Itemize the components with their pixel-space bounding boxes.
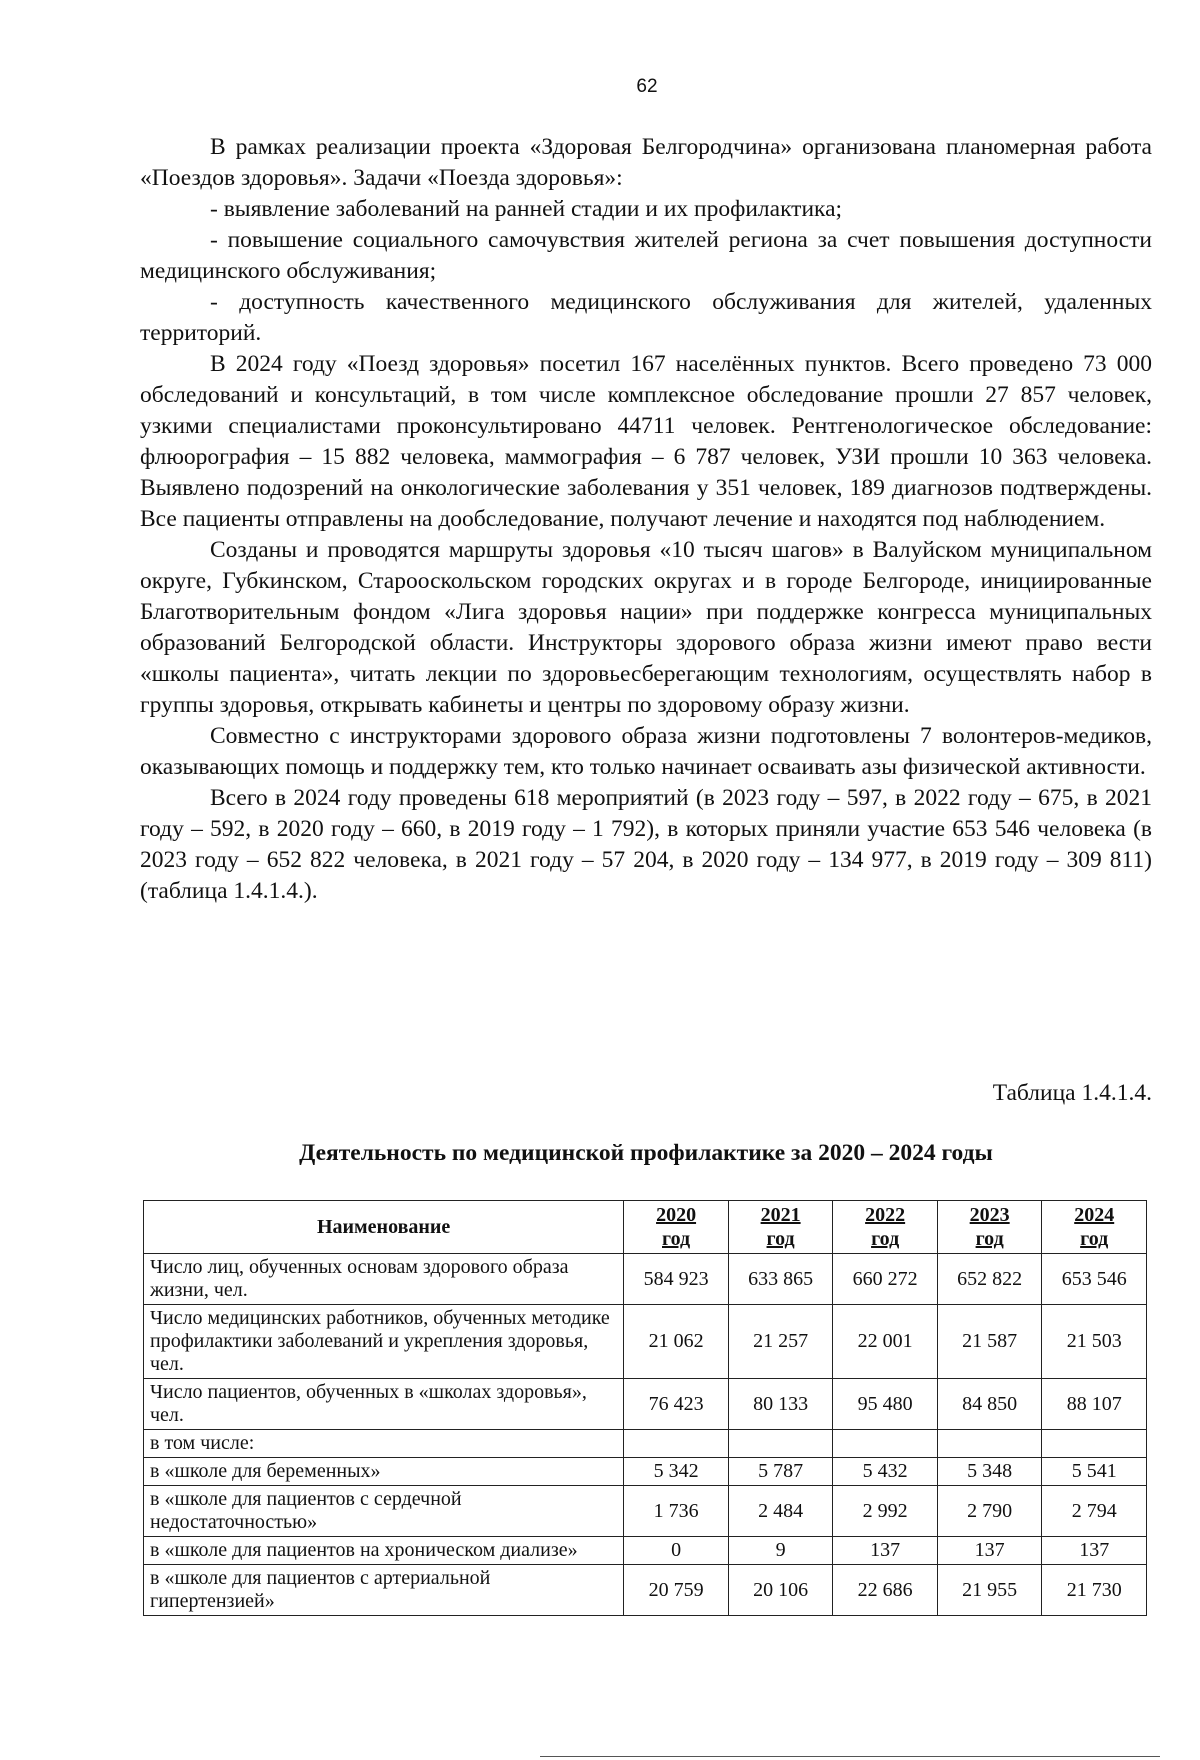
column-header-year — [624, 1201, 729, 1254]
table-cell: 95 480 — [833, 1379, 938, 1430]
table-cell: 660 272 — [833, 1254, 938, 1305]
column-header-name: Наименование — [144, 1201, 624, 1254]
year-unit: год — [766, 1228, 795, 1250]
table-cell: 1 736 — [624, 1486, 729, 1537]
table-cell: 21 955 — [937, 1565, 1042, 1616]
paragraph: Созданы и проводятся маршруты здоровья «10 тысяч шагов» в Валуйском муниципальном округе, Губкинском, Старооскольском городских округах и в городе Белгороде, инициированные Благотворительным фондом «Лига здоровья нации» при поддержке конгресса муниципальных образований Белгородской области. Инструкторы здорового образа жизни имеют право вести «школы пациента», читать лекции по здоровьесберегающим технологиям, осуществлять набор в группы здоровья, открывать кабинеты и центры по здоровому образу жизни. — [140, 537, 1152, 718]
table-cell: 2 790 — [937, 1486, 1042, 1537]
table-cell: 653 546 — [1042, 1254, 1147, 1305]
table-cell: 21 730 — [1042, 1565, 1147, 1616]
year-unit: год — [1080, 1228, 1109, 1250]
body-text — [140, 132, 1152, 907]
row-name: в «школе для пациентов на хроническом диализе» — [144, 1537, 624, 1565]
table-cell: 88 107 — [1042, 1379, 1147, 1430]
table-cell: 137 — [1042, 1537, 1147, 1565]
table-cell: 2 992 — [833, 1486, 938, 1537]
table-cell: 21 587 — [937, 1305, 1042, 1379]
footer-divider — [540, 1756, 1160, 1757]
paragraph: В 2024 году «Поезд здоровья» посетил 167 населённых пунктов. Всего проведено 73 000 обследований и консультаций, в том числе комплексное обследование прошли 27 857 человек, узкими специалистами проконсультировано 44711 человек. Рентгенологическое обследование: флюорография – 15 882 человека, маммография – 6 787 человек, УЗИ прошли 10 363 человека. Выявлено подозрений на онкологические заболевания у 351 человек, 189 диагнозов подтверждены. Все пациенты отправлены на дообследование, получают лечение и находятся под наблюдением. — [140, 351, 1152, 532]
row-name: Число пациентов, обученных в «школах здоровья», чел. — [144, 1379, 624, 1430]
bullet-item: - выявление заболеваний на ранней стадии и их профилактика; — [210, 196, 843, 222]
row-name: Число лиц, обученных основам здорового образа жизни, чел. — [144, 1254, 624, 1305]
table-row — [144, 1537, 1147, 1565]
row-name: Число медицинских работников, обученных методике профилактики заболеваний и укрепления здоровья, чел. — [144, 1305, 624, 1379]
table-cell: 5 787 — [728, 1458, 833, 1486]
table-row — [144, 1305, 1147, 1379]
table-row — [144, 1486, 1147, 1537]
table-row — [144, 1458, 1147, 1486]
table-cell: 21 062 — [624, 1305, 729, 1379]
table-cell: 5 432 — [833, 1458, 938, 1486]
bullet-item: - доступность качественного медицинского обслуживания для жителей, удаленных территорий. — [140, 289, 1152, 346]
year-unit: год — [871, 1228, 900, 1250]
table-title: Деятельность по медицинской профилактике за 2020 – 2024 годы — [299, 1140, 993, 1166]
year-label: 2021 — [760, 1204, 801, 1226]
column-header-year — [833, 1201, 938, 1254]
table-row — [144, 1379, 1147, 1430]
table-cell: 137 — [833, 1537, 938, 1565]
bullet-item: - повышение социального самочувствия жителей региона за счет повышения доступности медицинского обслуживания; — [140, 227, 1152, 284]
table-cell — [1042, 1430, 1147, 1458]
year-unit: год — [975, 1228, 1004, 1250]
table-cell: 9 — [728, 1537, 833, 1565]
table-row — [144, 1254, 1147, 1305]
table-cell: 21 503 — [1042, 1305, 1147, 1379]
year-label: 2023 — [969, 1204, 1010, 1226]
table-cell: 80 133 — [728, 1379, 833, 1430]
row-name: в том числе: — [144, 1430, 624, 1458]
table-cell — [833, 1430, 938, 1458]
table-cell — [624, 1430, 729, 1458]
row-name: в «школе для беременных» — [144, 1458, 624, 1486]
table-cell: 633 865 — [728, 1254, 833, 1305]
prevention-activity-table — [143, 1200, 1147, 1616]
table-cell: 20 759 — [624, 1565, 729, 1616]
column-header-year — [937, 1201, 1042, 1254]
table-cell: 2 794 — [1042, 1486, 1147, 1537]
year-label: 2024 — [1074, 1204, 1115, 1226]
table-cell: 652 822 — [937, 1254, 1042, 1305]
table-cell: 21 257 — [728, 1305, 833, 1379]
paragraph: Совместно с инструкторами здорового образа жизни подготовлены 7 волонтеров-медиков, оказывающих помощь и поддержку тем, кто только начинает осваивать азы физической активности. — [140, 723, 1152, 780]
year-label: 2020 — [656, 1204, 697, 1226]
table-cell: 137 — [937, 1537, 1042, 1565]
table-header-row — [144, 1201, 1147, 1254]
paragraph: Всего в 2024 году проведены 618 мероприятий (в 2023 году – 597, в 2022 году – 675, в 2021 году – 592, в 2020 году – 660, в 2019 году – 1 792), в которых приняли участие 653 546 человека (в 2023 году – 652 822 человека, в 2021 году – 57 204, в 2020 году – 134 977, в 2019 году – 309 811) (таблица 1.4.1.4.). — [140, 785, 1152, 904]
table-cell — [937, 1430, 1042, 1458]
page-number: 62 — [636, 76, 658, 97]
year-label: 2022 — [865, 1204, 906, 1226]
year-unit: год — [662, 1228, 691, 1250]
table-cell: 5 541 — [1042, 1458, 1147, 1486]
column-header-year — [728, 1201, 833, 1254]
table-cell: 20 106 — [728, 1565, 833, 1616]
table-cell: 0 — [624, 1537, 729, 1565]
table-cell — [728, 1430, 833, 1458]
table-cell: 5 342 — [624, 1458, 729, 1486]
table-cell: 2 484 — [728, 1486, 833, 1537]
table-cell: 84 850 — [937, 1379, 1042, 1430]
row-name: в «школе для пациентов с сердечной недостаточностью» — [144, 1486, 624, 1537]
table-cell: 5 348 — [937, 1458, 1042, 1486]
table-cell: 584 923 — [624, 1254, 729, 1305]
table-row — [144, 1430, 1147, 1458]
paragraph: В рамках реализации проекта «Здоровая Белгородчина» организована планомерная работа «Поездов здоровья». Задачи «Поезда здоровья»: — [140, 134, 1152, 191]
row-name: в «школе для пациентов с артериальной гипертензией» — [144, 1565, 624, 1616]
table-cell: 76 423 — [624, 1379, 729, 1430]
column-header-year — [1042, 1201, 1147, 1254]
table-cell: 22 686 — [833, 1565, 938, 1616]
table-row — [144, 1565, 1147, 1616]
table-cell: 22 001 — [833, 1305, 938, 1379]
table-caption: Таблица 1.4.1.4. — [992, 1080, 1152, 1106]
